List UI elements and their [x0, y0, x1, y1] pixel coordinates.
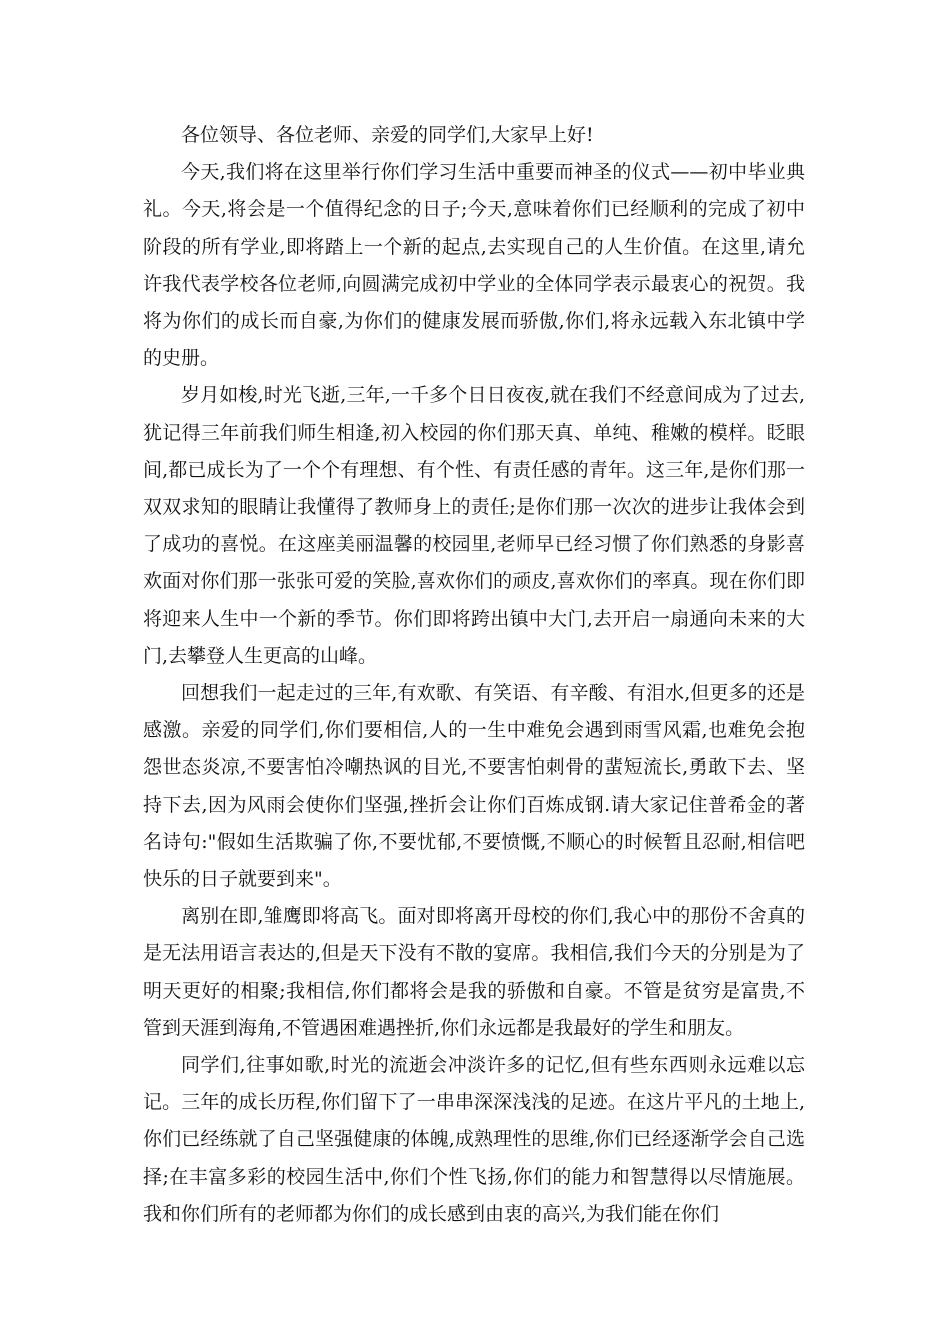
speech-body [143, 117, 805, 1233]
paragraph-three-years: 岁月如梭,时光飞逝,三年,一千多个日日夜夜,就在我们不经意间成为了过去,犹记得三年前我们师生相逢,初入校园的你们那天真、单纯、稚嫩的模样。眨眼间,都已成长为了一个个有理想、有个性、有责任感的青年。这三年,是你们那一双双求知的眼睛让我懂得了教师身上的责任;是你们那一次次的进步让我体会到了成功的喜悦。在这座美丽温馨的校园里,老师早已经习惯了你们熟悉的身影喜欢面对你们那一张张可爱的笑脸,喜欢你们的顽皮,喜欢你们的率真。现在你们即将迎来人生中一个新的季节。你们即将跨出镇中大门,去开启一扇通向未来的大门,去攀登人生更高的山峰。 [143, 384, 805, 667]
paragraph-ceremony: 今天,我们将在这里举行你们学习生活中重要而神圣的仪式——初中毕业典礼。今天,将会是一个值得纪念的日子;今天,意味着你们已经顺利的完成了初中阶段的所有学业,即将踏上一个新的起点,去实现自己的人生价值。在这里,请允许我代表学校各位老师,向圆满完成初中学业的全体同学表示最衷心的祝贺。我将为你们的成长而自豪,为你们的健康发展而骄傲,你们,将永远载入东北镇中学的史册。 [143, 161, 805, 370]
paragraph-memories: 同学们,往事如歌,时光的流逝会冲淡许多的记忆,但有些东西则永远难以忘记。三年的成长历程,你们留下了一串串深深浅浅的足迹。在这片平凡的土地上,你们已经练就了自己坚强健康的体魄,成熟理性的思维,你们已经逐渐学会自己选择;在丰富多彩的校园生活中,你们个性飞扬,你们的能力和智慧得以尽情施展。我和你们所有的老师都为你们的成长感到由衷的高兴,为我们能在你们 [143, 1054, 805, 1225]
paragraph-recollection: 回想我们一起走过的三年,有欢歌、有笑语、有辛酸、有泪水,但更多的还是感激。亲爱的同学们,你们要相信,人的一生中难免会遇到雨雪风霜,也难免会抱怨世态炎凉,不要害怕冷嘲热讽的目光,不要害怕刺骨的蜚短流长,勇敢下去、坚持下去,因为风雨会使你们坚强,挫折会让你们百炼成钢.请大家记住普希金的著名诗句:"假如生活欺骗了你,不要忧郁,不要愤慨,不顺心的时候暂且忍耐,相信吧快乐的日子就要到来"。 [143, 682, 805, 891]
paragraph-farewell: 离别在即,雏鹰即将高飞。面对即将离开母校的你们,我心中的那份不舍真的是无法用语言表达的,但是天下没有不散的宴席。我相信,我们今天的分别是为了明天更好的相聚;我相信,你们都将会是我的骄傲和自豪。不管是贫穷是富贵,不管到天涯到海角,不管遇困难遇挫折,你们永远都是我最好的学生和朋友。 [143, 905, 805, 1039]
paragraph-greeting: 各位领导、各位老师、亲爱的同学们,大家早上好! [181, 124, 594, 146]
